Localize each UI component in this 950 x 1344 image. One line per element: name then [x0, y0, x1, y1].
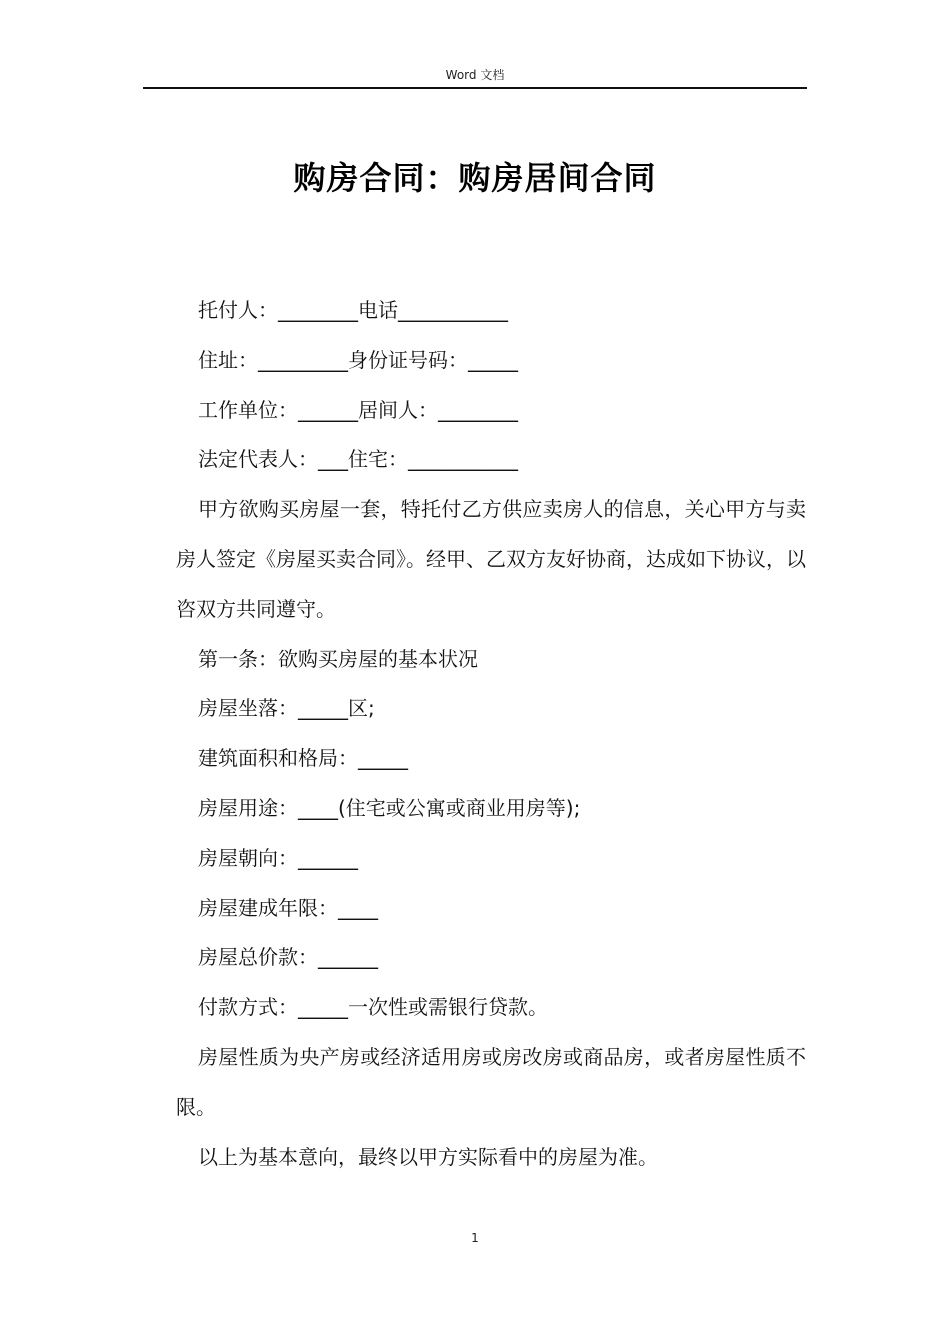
document-body [176, 286, 806, 1182]
field-line-orientation: 房屋朝向：______ [198, 845, 358, 870]
closing-paragraph: 以上为基本意向，最终以甲方实际看中的房屋为准。 [198, 1144, 658, 1169]
header-divider [143, 87, 807, 89]
field-line-usage: 房屋用途：____(住宅或公寓或商业用房等); [198, 795, 581, 820]
field-line-build-year: 房屋建成年限：____ [198, 895, 378, 920]
field-line-employer: 工作单位：______居间人：________ [198, 397, 518, 422]
field-line-address: 住址：_________身份证号码：_____ [198, 347, 518, 372]
field-line-total-price: 房屋总价款：______ [198, 945, 378, 970]
page-header: Word 文档 [445, 68, 505, 82]
field-line-legal-representative: 法定代表人：___住宅：___________ [198, 447, 518, 472]
field-line-payment: 付款方式：_____一次性或需银行贷款。 [198, 995, 548, 1020]
field-line-client: 托付人：________电话___________ [198, 298, 508, 322]
document-title: 购房合同：购房居间合同 [293, 159, 657, 197]
field-line-location: 房屋坐落：_____区; [198, 696, 375, 721]
page-number: 1 [471, 1231, 479, 1245]
article-one-heading: 第一条：欲购买房屋的基本状况 [198, 646, 478, 671]
field-line-area-layout: 建筑面积和格局：_____ [198, 746, 408, 771]
property-type-paragraph: 房屋性质为央产房或经济适用房或房改房或商品房，或者房屋性质不限。 [176, 1044, 806, 1119]
intro-paragraph: 甲方欲购买房屋一套，特托付乙方供应卖房人的信息，关心甲方与卖房人签定《房屋买卖合同》。经甲、乙双方友好协商，达成如下协议，以咨双方共同遵守。 [176, 497, 806, 621]
